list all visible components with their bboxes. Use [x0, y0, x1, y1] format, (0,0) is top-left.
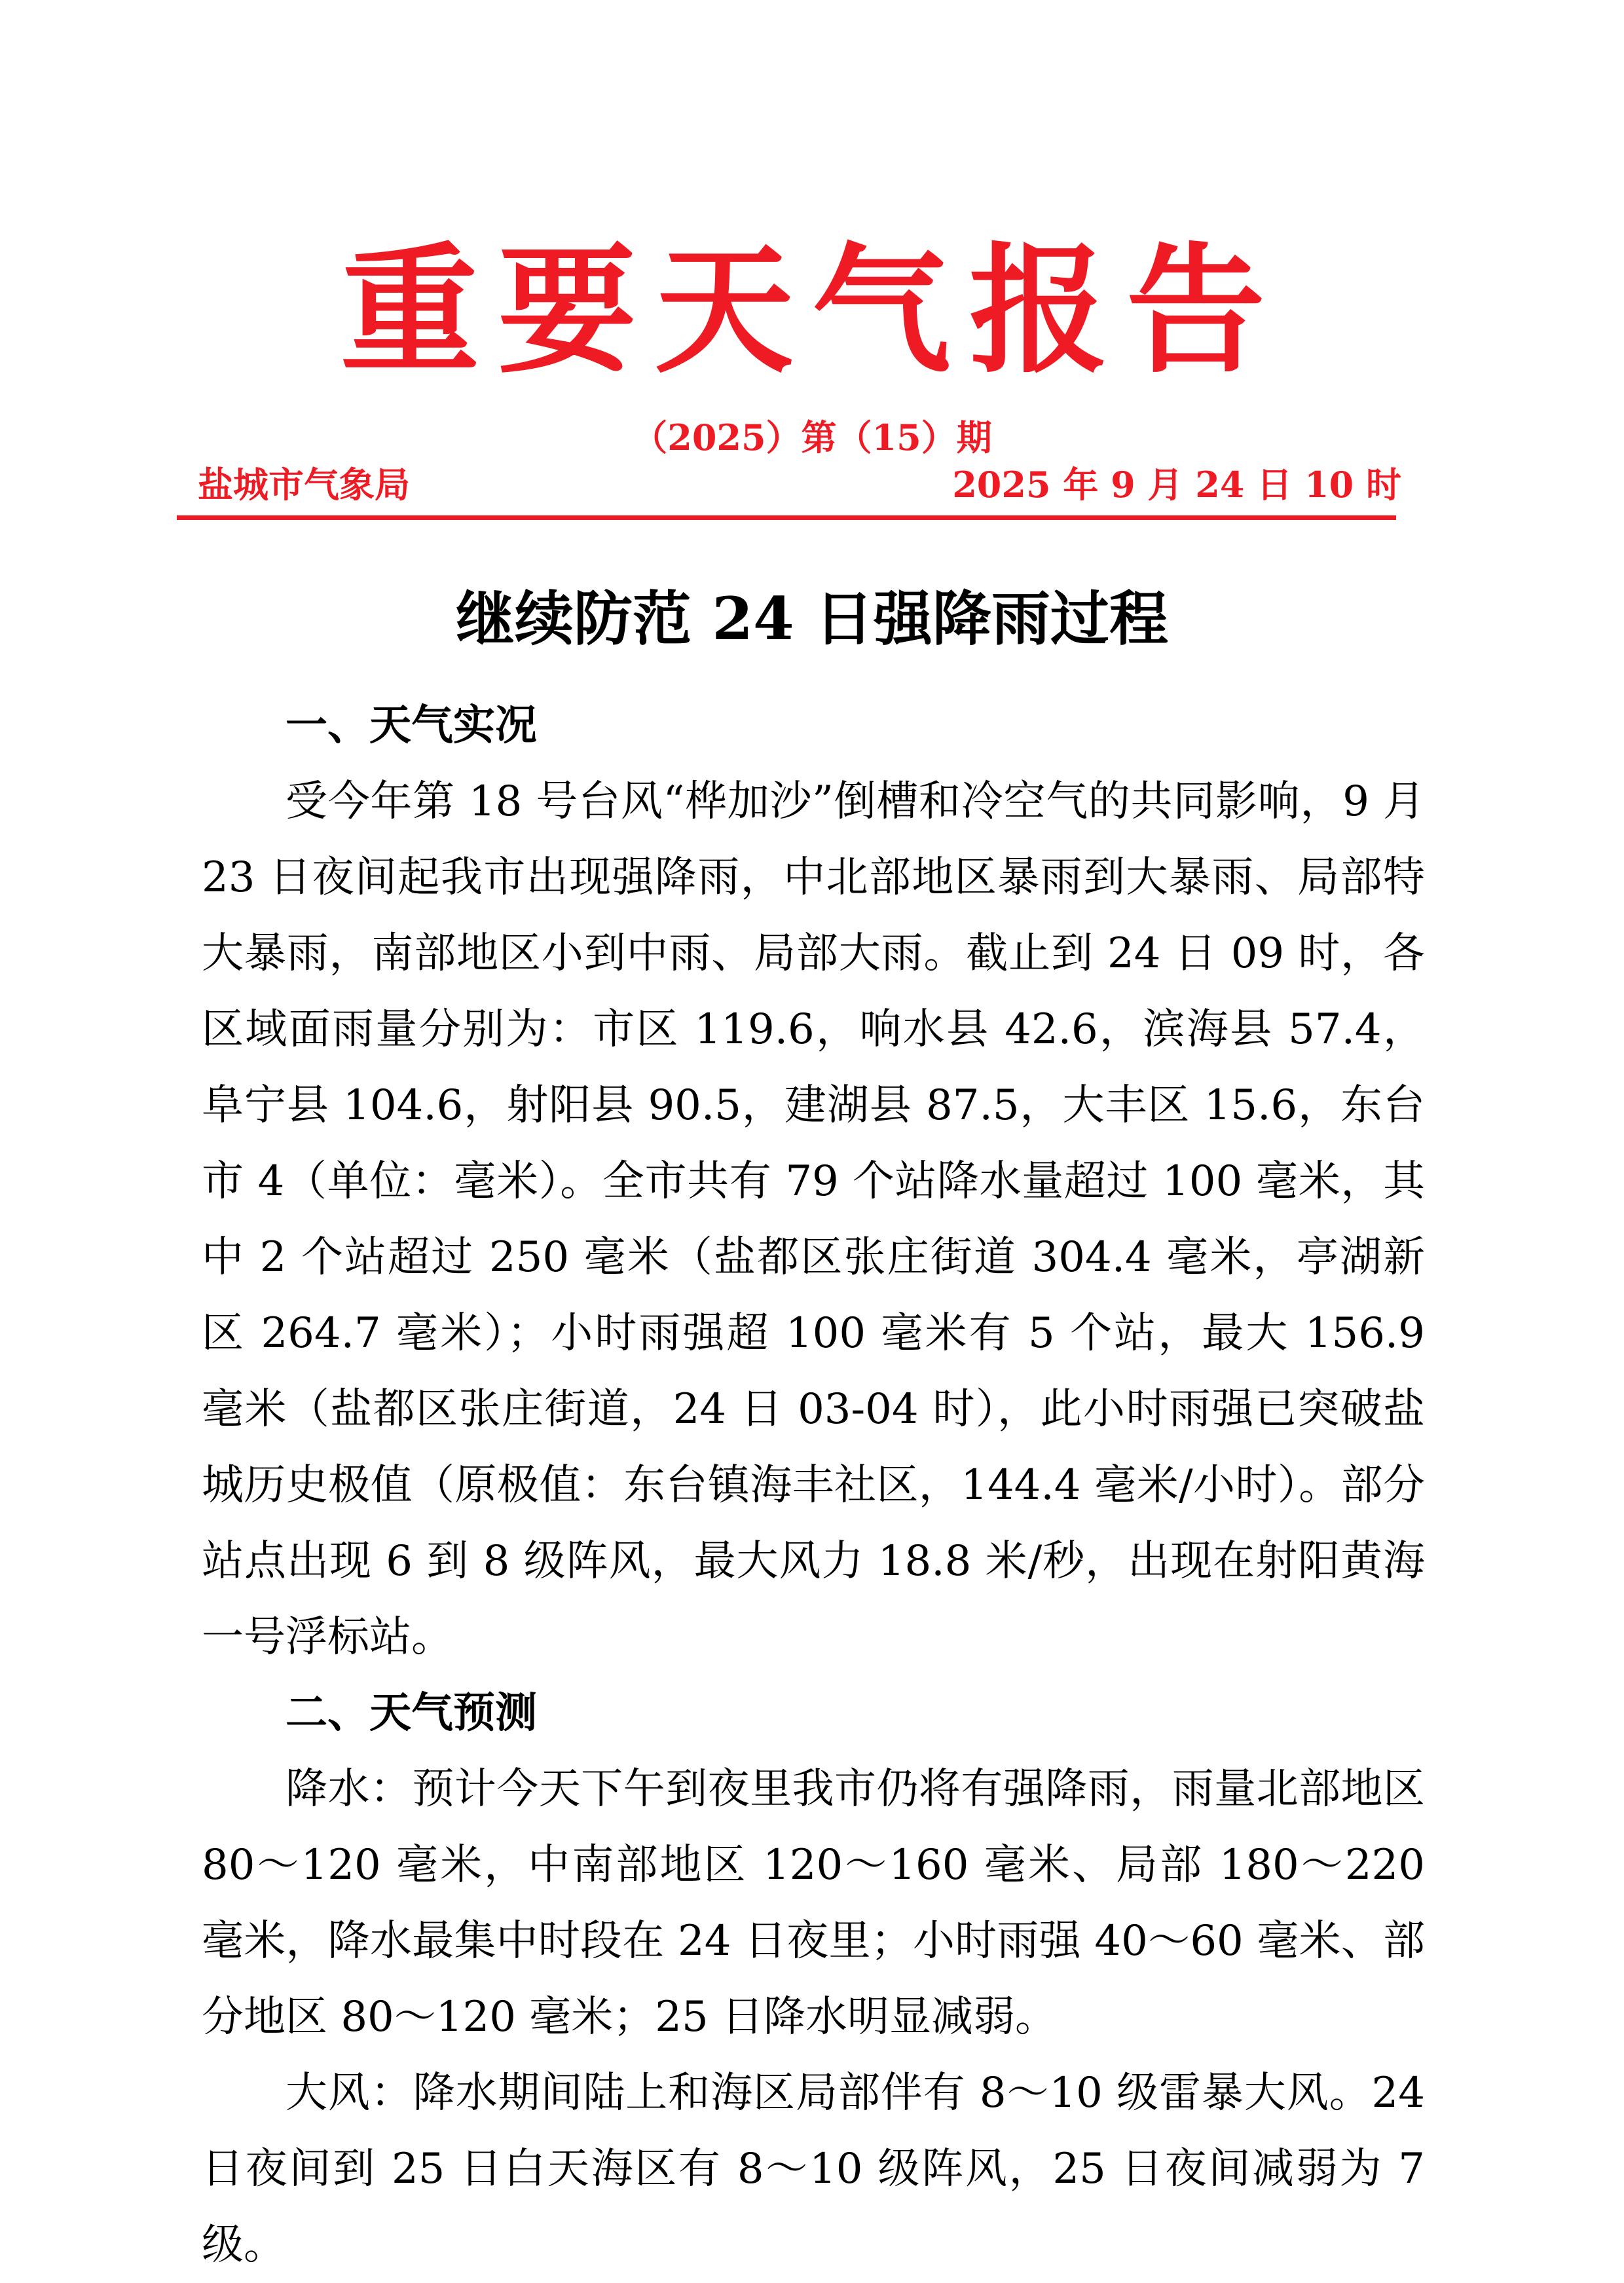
- section-heading: 二、天气预测: [286, 1688, 537, 1737]
- issue-date: 2025 年 9 月 24 日 10 时: [952, 464, 1401, 506]
- document-title: 继续防范 24 日强降雨过程: [456, 584, 1168, 654]
- paragraph-wind: 大风：降水期间陆上和海区局部伴有 8～10 级雷暴大风。24 日夜间到 25 日白天海区有 8～10 级阵风，25 日夜间减弱为 7 级。: [202, 2069, 1425, 2269]
- paragraph-precipitation: 降水：预计今天下午到夜里我市仍将有强降雨，雨量北部地区 80～120 毫米，中南部地区 120～160 毫米、局部 180～220 毫米，降水最集中时段在 24 日夜里；小时雨强 40～60 毫米、部分地区 80～120 毫米；25 日降水明显减弱。: [202, 1765, 1425, 2041]
- issuing-bureau: 盐城市气象局: [198, 464, 410, 506]
- section-weather-observation: [202, 688, 1425, 1675]
- paragraph: 受今年第 18 号台风“桦加沙”倒槽和冷空气的共同影响，9 月 23 日夜间起我市出现强降雨，中北部地区暴雨到大暴雨、局部特大暴雨，南部地区小到中雨、局部大雨。截止到 24 日 09 时，各区域面雨量分别为：市区 119.6，响水县 42.6，滨海县 57.4，阜宁县 104.6，射阳县 90.5，建湖县 87.5，大丰区 15.6，东台市 4（单位：毫米）。全市共有 79 个站降水量超过 100 毫米，其中 2 个站超过 250 毫米（盐都区张庄街道 304.4 毫米，亭湖新区 264.7 毫米）；小时雨强超 100 毫米有 5 个站，最大 156.9 毫米（盐都区张庄街道，24 日 03-04 时），此小时雨强已突破盐城历史极值（原极值：东台镇海丰社区，144.4 毫米/小时）。部分站点出现 6 到 8 级阵风，最大风力 18.8 米/秒，出现在射阳黄海一号浮标站。: [202, 777, 1425, 1661]
- header-divider: [177, 515, 1396, 520]
- section-heading: 一、天气实况: [286, 701, 537, 750]
- section-weather-forecast: [202, 1675, 1425, 2283]
- issue-number: （2025）第（15）期: [632, 417, 992, 458]
- document-body: [202, 688, 1425, 2283]
- masthead-title: 重要天气报告: [341, 230, 1283, 392]
